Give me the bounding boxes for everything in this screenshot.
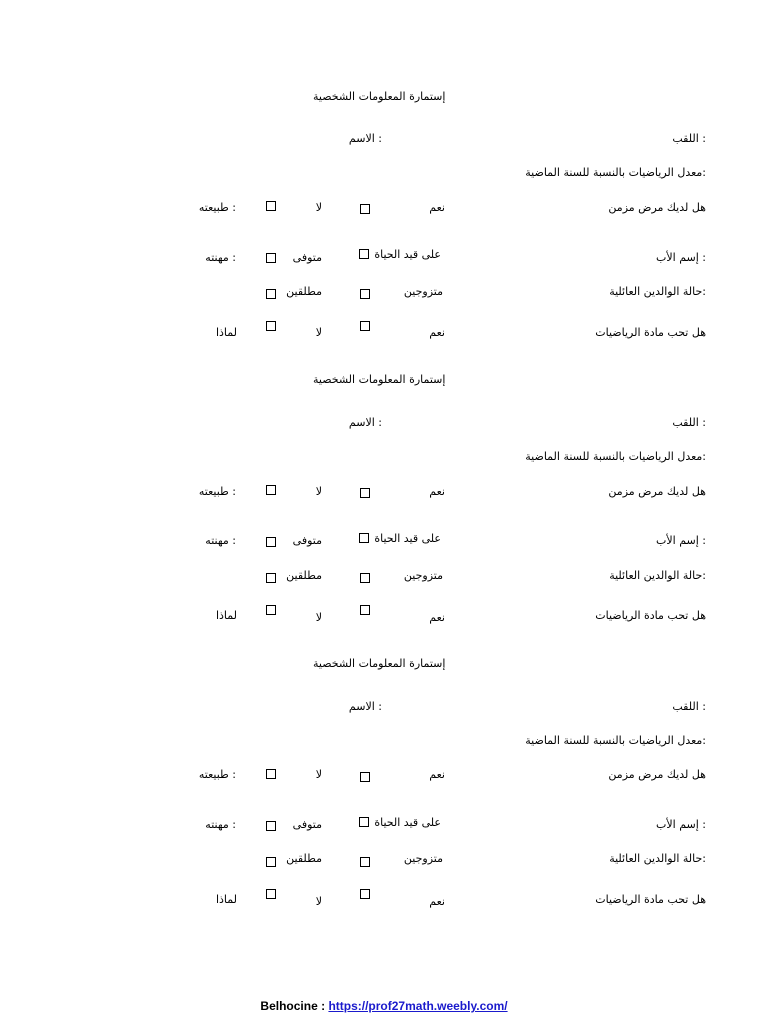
divorced-label: مطلقين [286, 852, 322, 865]
parents-divorced-checkbox[interactable] [266, 857, 276, 867]
parents-married-checkbox[interactable] [360, 289, 370, 299]
love-math-label: هل تحب مادة الرياضيات [595, 609, 706, 622]
divorced-label: مطلقين [286, 285, 322, 298]
married-label: متزوجين [403, 285, 443, 298]
name-label: : الاسم [348, 700, 382, 713]
chronic-yes-checkbox[interactable] [360, 772, 370, 782]
nature-label: : طبيعته [198, 485, 236, 498]
form-title: إستمارة المعلومات الشخصية [313, 657, 446, 670]
alive-label: على قيد الحياة [374, 816, 441, 829]
parents-divorced-checkbox[interactable] [266, 573, 276, 583]
chronic-no-checkbox[interactable] [266, 769, 276, 779]
name-label: : الاسم [348, 416, 382, 429]
surname-label: : اللقب [672, 416, 706, 429]
name-label: : الاسم [348, 132, 382, 145]
form-title: إستمارة المعلومات الشخصية [313, 373, 446, 386]
why-label: لماذا [215, 609, 237, 622]
love-math-no-checkbox[interactable] [266, 605, 276, 615]
yes-label: نعم [429, 895, 445, 908]
footer-author: Belhocine : [260, 999, 329, 1013]
page-footer [0, 999, 768, 1013]
no-label: لا [315, 768, 322, 781]
chronic-disease-label: هل لديك مرض مزمن [608, 768, 706, 781]
why-label: لماذا [215, 893, 237, 906]
father-name-label: : إسم الأب [656, 534, 706, 547]
yes-label: نعم [429, 611, 445, 624]
yes-label: نعم [429, 326, 445, 339]
parents-divorced-checkbox[interactable] [266, 289, 276, 299]
math-average-label: :معدل الرياضيات بالنسبة للسنة الماضية [525, 734, 706, 747]
alive-label: على قيد الحياة [374, 532, 441, 545]
love-math-yes-checkbox[interactable] [360, 321, 370, 331]
chronic-disease-label: هل لديك مرض مزمن [608, 485, 706, 498]
profession-label: : مهنته [205, 818, 236, 831]
father-name-label: : إسم الأب [656, 818, 706, 831]
surname-label: : اللقب [672, 700, 706, 713]
love-math-yes-checkbox[interactable] [360, 889, 370, 899]
profession-label: : مهنته [205, 251, 236, 264]
yes-label: نعم [429, 768, 445, 781]
father-deceased-checkbox[interactable] [266, 821, 276, 831]
parents-married-checkbox[interactable] [360, 573, 370, 583]
married-label: متزوجين [403, 569, 443, 582]
math-average-label: :معدل الرياضيات بالنسبة للسنة الماضية [525, 166, 706, 179]
father-alive-checkbox[interactable] [359, 533, 369, 543]
no-label: لا [315, 485, 322, 498]
love-math-no-checkbox[interactable] [266, 321, 276, 331]
profession-label: : مهنته [205, 534, 236, 547]
deceased-label: متوفى [292, 534, 322, 547]
parents-status-label: :حالة الوالدين العائلية [609, 285, 706, 298]
no-label: لا [315, 201, 322, 214]
yes-label: نعم [429, 485, 445, 498]
love-math-no-checkbox[interactable] [266, 889, 276, 899]
math-average-label: :معدل الرياضيات بالنسبة للسنة الماضية [525, 450, 706, 463]
father-name-label: : إسم الأب [656, 251, 706, 264]
deceased-label: متوفى [292, 818, 322, 831]
chronic-no-checkbox[interactable] [266, 485, 276, 495]
married-label: متزوجين [403, 852, 443, 865]
nature-label: : طبيعته [198, 768, 236, 781]
love-math-yes-checkbox[interactable] [360, 605, 370, 615]
surname-label: : اللقب [672, 132, 706, 145]
father-deceased-checkbox[interactable] [266, 537, 276, 547]
parents-status-label: :حالة الوالدين العائلية [609, 852, 706, 865]
love-math-label: هل تحب مادة الرياضيات [595, 326, 706, 339]
nature-label: : طبيعته [198, 201, 236, 214]
yes-label: نعم [429, 201, 445, 214]
deceased-label: متوفى [292, 251, 322, 264]
no-label: لا [315, 611, 322, 624]
form-title: إستمارة المعلومات الشخصية [313, 90, 446, 103]
footer-website-link[interactable]: https://prof27math.weebly.com/ [328, 999, 508, 1013]
love-math-label: هل تحب مادة الرياضيات [595, 893, 706, 906]
why-label: لماذا [215, 326, 237, 339]
no-label: لا [315, 326, 322, 339]
no-label: لا [315, 895, 322, 908]
parents-status-label: :حالة الوالدين العائلية [609, 569, 706, 582]
divorced-label: مطلقين [286, 569, 322, 582]
father-alive-checkbox[interactable] [359, 817, 369, 827]
chronic-yes-checkbox[interactable] [360, 488, 370, 498]
alive-label: على قيد الحياة [374, 248, 441, 261]
chronic-disease-label: هل لديك مرض مزمن [608, 201, 706, 214]
parents-married-checkbox[interactable] [360, 857, 370, 867]
